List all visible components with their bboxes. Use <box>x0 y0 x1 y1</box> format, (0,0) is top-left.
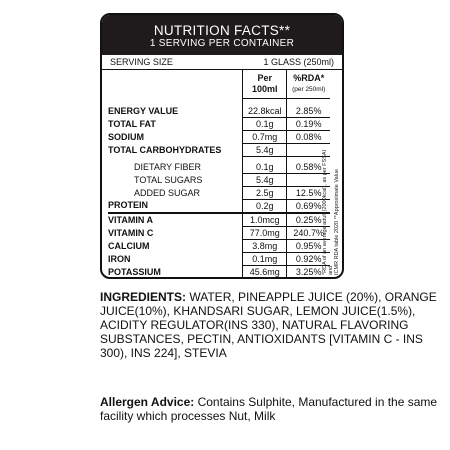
column-per-100ml <box>243 70 287 99</box>
nutrient-name: TOTAL CARBOHYDRATES <box>108 144 222 155</box>
column-rda-line1: %RDA* <box>293 73 325 83</box>
nutrient-per-100ml: 0.1g <box>243 117 287 130</box>
column-per-line2: 100ml <box>251 84 278 94</box>
nutrition-facts-panel <box>100 13 344 279</box>
nutrition-title: NUTRITION FACTS** <box>153 23 291 38</box>
nutrient-name: SODIUM <box>108 131 144 142</box>
nutrient-name: CALCIUM <box>108 240 150 251</box>
nutrient-name: VITAMIN C <box>108 227 154 238</box>
table-row <box>108 143 330 156</box>
nutrient-name: IRON <box>108 253 131 264</box>
nutrient-per-100ml: 45.6mg <box>243 265 287 278</box>
serving-size-label: SERVING SIZE <box>110 57 173 67</box>
nutrient-name: PROTEIN <box>108 200 149 211</box>
table-row <box>108 199 330 213</box>
allergen-text: Contains Sulphite, Manufactured in the same facility which processes Nut, Milk <box>100 395 438 423</box>
nutrient-per-100ml: 22.8kcal <box>243 105 287 118</box>
nutrient-rda: 3.25% <box>287 265 330 278</box>
nutrient-rda: 0.08% <box>287 130 330 143</box>
table-row <box>108 161 330 174</box>
nutrient-name: POTASSIUM <box>108 266 161 277</box>
nutrient-rda: 12.5% <box>287 186 330 199</box>
rda-footnote-line2: ICMR RDA table 2020 **Approximate Value <box>334 169 340 275</box>
nutrient-name: VITAMIN A <box>108 213 243 227</box>
allergen-label: Allergen Advice: <box>100 395 195 409</box>
nutrient-per-100ml: 77.0mg <box>243 226 287 239</box>
nutrient-rda: 0.92% <box>287 252 330 265</box>
header-empty-cell <box>108 70 243 99</box>
nutrient-per-100ml: 0.1g <box>243 161 287 174</box>
serving-size-row <box>102 55 342 70</box>
nutrient-per-100ml: 5.4g <box>243 143 287 156</box>
rda-footnote-line1: *RDA of an average adult (2000kcal), as per FSSAI and <box>322 149 334 275</box>
nutrient-name: ADDED SUGAR <box>134 187 201 198</box>
nutrient-rda: 240.7% <box>287 226 330 239</box>
table-row <box>108 226 330 239</box>
nutrient-per-100ml: 0.1mg <box>243 252 287 265</box>
nutrient-rda: 0.95% <box>287 239 330 252</box>
nutrient-per-100ml: 3.8mg <box>243 239 287 252</box>
nutrient-rda: 0.25% <box>287 213 330 227</box>
nutrition-table <box>108 70 330 279</box>
ingredients-list: WATER, PINEAPPLE JUICE (20%), ORANGE JUICE(10%), KHANDSARI SUGAR, LEMON JUICE(1.5%), ACIDITY REGULATOR(INS 330), NATURAL FLAVORING SUBSTANCES, PECTIN, ANTIOXIDANTS [VITAMIN C - INS 300), INS 224], STEVIA <box>100 290 437 360</box>
nutrient-name: ENERGY VALUE <box>108 105 179 116</box>
rda-footnote <box>322 145 340 275</box>
table-row <box>108 239 330 252</box>
nutrition-header <box>102 15 342 55</box>
column-per-line1: Per <box>257 73 272 83</box>
nutrient-rda: 0.19% <box>287 117 330 130</box>
nutrient-per-100ml: 2.5g <box>243 186 287 199</box>
table-row <box>108 213 330 227</box>
serving-size-value: 1 GLASS (250ml) <box>263 57 334 67</box>
allergen-advice <box>100 395 440 423</box>
nutrition-subtitle: 1 SERVING PER CONTAINER <box>149 38 295 49</box>
nutrient-rda: 0.69% <box>287 199 330 213</box>
nutrient-rda: 0.58% <box>287 161 330 174</box>
nutrient-name: TOTAL SUGARS <box>134 174 203 185</box>
nutrient-name: DIETARY FIBER <box>134 161 202 172</box>
nutrient-per-100ml: 0.7mg <box>243 130 287 143</box>
table-row <box>108 173 330 186</box>
table-row <box>108 130 330 143</box>
nutrient-per-100ml: 0.2g <box>243 199 287 213</box>
table-row <box>108 252 330 265</box>
nutrient-name: TOTAL FAT <box>108 118 156 129</box>
ingredients-label: INGREDIENTS: <box>100 290 187 304</box>
nutrient-per-100ml: 1.0mcg <box>243 213 287 227</box>
column-rda <box>287 70 330 99</box>
nutrient-rda: 2.85% <box>287 105 330 118</box>
table-row <box>108 117 330 130</box>
ingredients-text <box>100 290 440 360</box>
table-row <box>108 265 330 278</box>
nutrition-table-header <box>108 70 330 99</box>
column-rda-line2: (per 250ml) <box>292 86 326 93</box>
nutrient-per-100ml: 5.4g <box>243 173 287 186</box>
table-row <box>108 105 330 118</box>
table-row <box>108 186 330 199</box>
